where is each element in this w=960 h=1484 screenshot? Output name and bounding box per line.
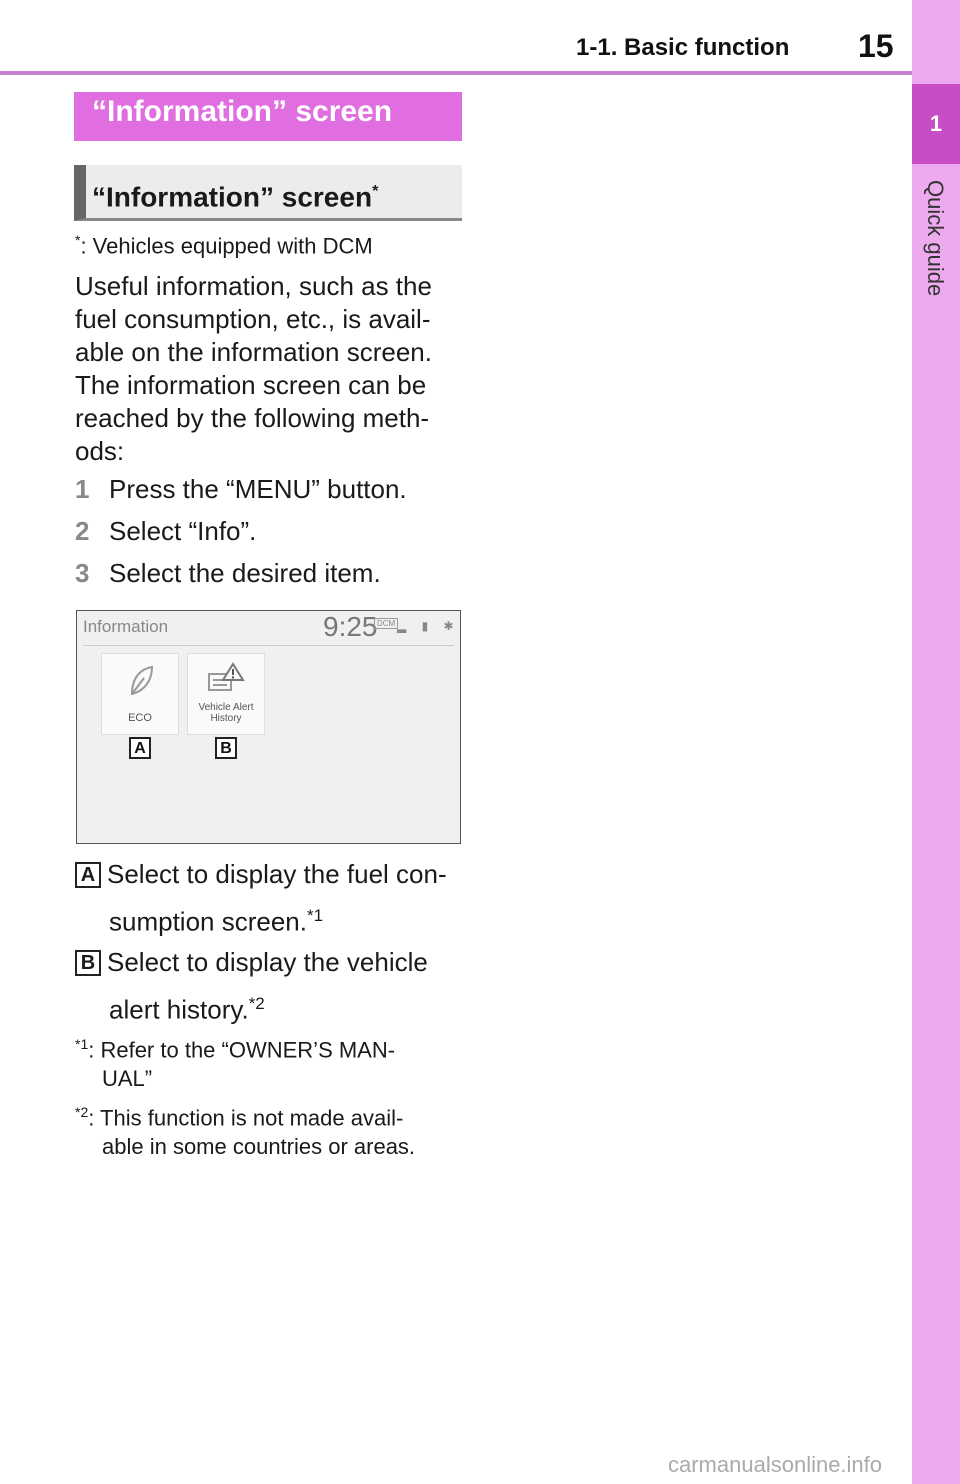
footnote-text: : This function is not made avail- <box>88 1105 404 1131</box>
step-number: 2 <box>75 516 90 546</box>
screen-clock: 9:25 <box>323 611 378 642</box>
step-2 <box>75 516 256 547</box>
subsection-title: “Information” screen <box>92 181 373 213</box>
leaf-icon <box>126 664 156 698</box>
eco-tile[interactable] <box>101 653 179 735</box>
step-text: Press the “MENU” button. <box>109 474 407 504</box>
intro-line: fuel consumption, etc., is avail- <box>75 304 431 334</box>
vehicle-alert-history-tile[interactable] <box>187 653 265 735</box>
intro-line: The information screen can be <box>75 370 427 400</box>
screen-divider <box>83 645 454 646</box>
footnote-text: UAL” <box>102 1066 153 1092</box>
step-text: Select the desired item. <box>109 558 381 588</box>
intro-line: Useful information, such as the <box>75 271 432 301</box>
footnote-mark: *1 <box>75 1036 89 1052</box>
description-a <box>75 853 475 943</box>
page-number: 15 <box>858 28 894 64</box>
dcm-badge: DCM <box>374 618 398 629</box>
note-text: : Vehicles equipped with DCM <box>80 233 373 259</box>
description-b <box>75 941 475 1031</box>
description-ref: *1 <box>306 906 324 925</box>
footnote-1 <box>75 1030 465 1093</box>
subsection-title-mark: * <box>372 183 379 200</box>
watermark: carmanualsonline.info <box>668 1452 883 1477</box>
chapter-number: 1 <box>912 84 960 164</box>
footnote-2 <box>75 1098 465 1161</box>
step-number: 1 <box>75 474 90 504</box>
callout-a: A <box>129 737 151 759</box>
description-text: alert history. <box>109 994 249 1025</box>
description-text: Select to display the fuel con- <box>107 859 447 889</box>
dcm-note <box>75 232 373 259</box>
intro-line: ods: <box>75 436 125 466</box>
description-key: A <box>75 862 101 888</box>
header-rule <box>0 71 912 75</box>
eco-tile-label: ECO <box>128 712 152 724</box>
step-3 <box>75 558 381 589</box>
section-label: 1-1. Basic function <box>576 34 790 61</box>
step-text: Select “Info”. <box>109 516 257 546</box>
subsection-title-banner <box>74 165 462 221</box>
intro-paragraph <box>75 270 455 468</box>
step-1 <box>75 474 407 505</box>
description-key: B <box>75 950 101 976</box>
screen-title: Information <box>83 617 169 636</box>
footnote-mark: *2 <box>75 1104 89 1120</box>
intro-line: able on the information screen. <box>75 337 432 367</box>
status-icons: ▂ ▮ ✱ <box>397 619 460 633</box>
chapter-label: Quick guide <box>923 180 948 297</box>
intro-line: reached by the following meth- <box>75 403 430 433</box>
alert-document-icon <box>206 662 246 696</box>
description-text: Select to display the vehicle <box>107 947 428 977</box>
description-ref: *2 <box>248 994 265 1013</box>
vehicle-alert-history-tile-label: Vehicle Alert History <box>198 702 254 724</box>
note-mark: * <box>75 232 81 248</box>
callout-b: B <box>215 737 237 759</box>
footnote-text: : Refer to the “OWNER’S MAN- <box>88 1037 396 1063</box>
footnote-text: able in some countries or areas. <box>102 1134 416 1160</box>
section-title-banner: “Information” screen <box>74 92 462 141</box>
step-number: 3 <box>75 558 90 588</box>
information-screen-figure <box>76 610 461 844</box>
description-text: sumption screen. <box>109 906 307 937</box>
